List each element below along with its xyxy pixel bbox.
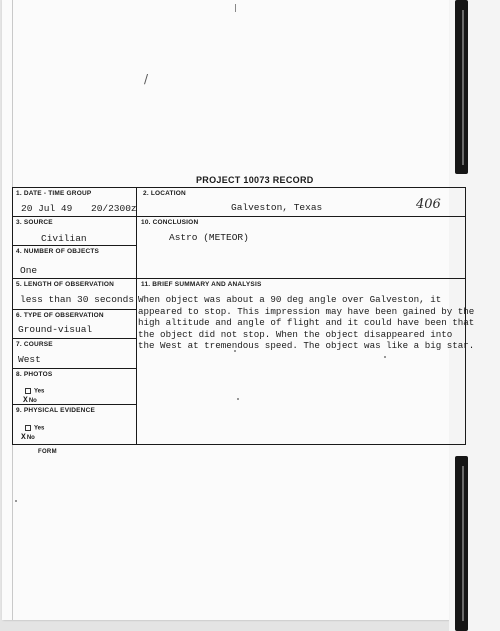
physical-evidence-no-label: No <box>26 435 35 441</box>
record-title: PROJECT 10073 RECORD <box>196 175 314 185</box>
scan-tick-mark <box>235 4 236 12</box>
physical-evidence-yes-option <box>25 425 44 432</box>
location-value: Galveston, Texas <box>231 202 323 213</box>
photos-yes-label: Yes <box>34 388 45 395</box>
photos-cell <box>13 369 137 405</box>
course-cell <box>13 339 137 369</box>
physical-evidence-yes-label: Yes <box>34 425 45 432</box>
photos-yes-checkbox <box>25 388 31 394</box>
summary-line: the West at tremendous speed. The object was like a big star. <box>138 340 475 351</box>
binder-clip-top-highlight <box>462 10 464 165</box>
course-label: 7. COURSE <box>16 341 53 348</box>
scan-speck <box>15 500 17 502</box>
location-label: 2. LOCATION <box>143 190 186 197</box>
physical-evidence-label: 9. PHYSICAL EVIDENCE <box>16 407 96 414</box>
time-value: 20/2300z <box>91 203 137 214</box>
physical-evidence-no-option <box>21 433 35 442</box>
date-value: 20 Jul 49 <box>21 203 73 214</box>
date-time-cell <box>13 188 137 217</box>
record-form <box>12 187 475 445</box>
summary-line: When object was about a 90 deg angle over Galveston, it <box>138 294 442 305</box>
photos-label: 8. PHOTOS <box>16 371 53 378</box>
conclusion-cell <box>137 217 466 279</box>
binder-clip-bottom-highlight <box>462 466 464 621</box>
handwritten-case-number: 406 <box>416 197 441 212</box>
summary-line: the object did not stop. When the object disappeared into <box>138 328 453 340</box>
number-of-objects-cell <box>13 246 137 279</box>
date-time-label: 1. DATE - TIME GROUP <box>16 190 92 197</box>
summary-text <box>138 294 475 352</box>
photos-yes-option <box>25 388 44 395</box>
physical-evidence-yes-checkbox <box>25 425 31 431</box>
type-of-observation-value: Ground-visual <box>18 324 93 335</box>
summary-line: appeared to stop. This impression may have been gained by the <box>138 305 475 317</box>
type-of-observation-cell <box>13 310 137 339</box>
length-of-observation-value: less than 30 seconds <box>20 294 135 305</box>
course-value: West <box>18 354 41 365</box>
number-of-objects-label: 4. NUMBER OF OBJECTS <box>16 248 100 255</box>
source-label: 3. SOURCE <box>16 219 53 226</box>
summary-cell <box>137 279 475 444</box>
physical-evidence-cell <box>13 405 137 444</box>
photos-no-option <box>23 396 37 405</box>
summary-line: high altitude and angle of flight and it could have been that <box>138 317 475 328</box>
stray-mark: / <box>144 72 149 86</box>
photos-no-label: No <box>28 398 37 404</box>
source-cell <box>13 217 137 246</box>
form-footer: FORM <box>38 449 57 455</box>
photos-no-mark: X <box>23 396 28 405</box>
length-of-observation-label: 5. LENGTH OF OBSERVATION <box>16 281 114 288</box>
length-of-observation-cell <box>13 279 137 310</box>
conclusion-value: Astro (METEOR) <box>169 232 249 243</box>
summary-label: 11. BRIEF SUMMARY AND ANALYSIS <box>141 281 262 288</box>
source-value: Civilian <box>41 233 87 244</box>
type-of-observation-label: 6. TYPE OF OBSERVATION <box>16 312 104 319</box>
number-of-objects-value: One <box>20 265 38 276</box>
conclusion-label: 10. CONCLUSION <box>141 219 199 226</box>
physical-evidence-no-mark: X <box>21 433 26 442</box>
